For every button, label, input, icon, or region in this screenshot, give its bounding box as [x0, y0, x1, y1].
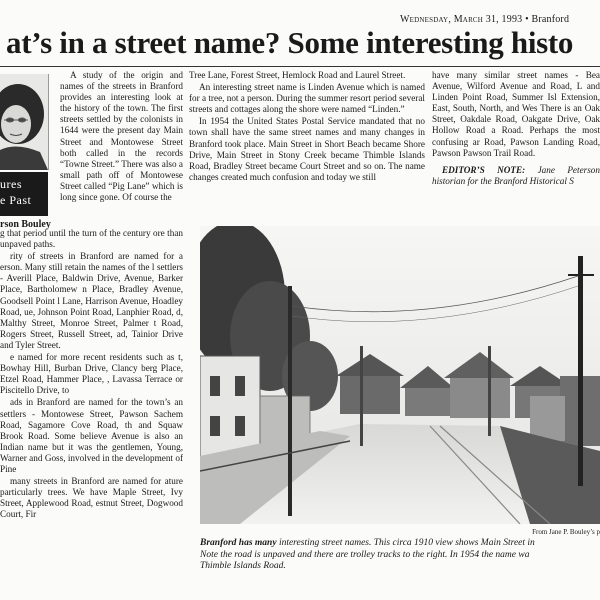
- article-paragraph: ads in Branford are named for the town’s an settlers - Montowese Street, Pawson Sachem Road, Sagamore Cove Road, th and Squaw Brook Road. Some believe Avenue is also an Indian name but it was the gentlemen, Young, Warner and Goss, involved in the development of Pine: [0, 397, 183, 474]
- caption-line-2: Note the road is unpaved and there are trolley tracks to the right. In 1954 the name wa: [200, 549, 530, 560]
- caption-lead: Branford has many: [200, 538, 277, 548]
- article-paragraph: A study of the origin and names of the streets in Branford provides an interesting look at the history of the town. The first streets settled by the colonists in 1644 were the present day Main Street and Montowese Street both called in the records “Towne Street.” There was also a small path off of Montowese Street called “Pig Lane” which is long since gone. Of course the: [60, 70, 183, 203]
- feature-label-line-2: e Past: [0, 193, 32, 207]
- article-paragraph: many streets in Branford are named for ature particularly trees. We have Maple Street, Ivy Street, Applewood Road, estnut Street, Dogwood Court, Fir: [0, 476, 183, 520]
- byline: rson Bouley: [0, 219, 51, 230]
- caption-line-1: [200, 538, 600, 550]
- article-paragraph: g that period until the turn of the century ore than unpaved paths.: [0, 228, 183, 250]
- article-paragraph: rity of streets in Branford are named for a erson. Many still retain the names of the l settlers - Averill Place, Baldwin Drive, Avenue, Barker Place, Bartholomew n Place, Bradley Avenue, Goodsell Point l Lane, Harrison Avenue, Hoadley Road, ue, Johnson Point Road, Lanphier Road, d, Malthy Street, Monroe Street, Palmer t Road, Rogers Street, Russell Street, ad, Tainior Drive and Tyler Street.: [0, 251, 183, 350]
- article-column-3: [432, 70, 600, 222]
- dateline-date: Wednesday, March 31, 1993: [400, 14, 523, 25]
- article-paragraph: have many similar street names - Bea Avenue, Wilford Avenue and Road, L and Linden Point Road, Summer Isl Extension, East, South, North, and Wes There is an Oak Street, Oakdale Road, Oakgate Drive, Oak Hollow Road a Road. Perhaps the most confusing ar Road, Pawson Landing Road, Pawson Pawson Trail Road.: [432, 70, 600, 158]
- photo-caption: [200, 538, 600, 582]
- headline-rule: [0, 66, 600, 67]
- article-paragraph: An interesting street name is Linden Avenue which is named for a tree, not a person. During the summer resort period several streets and cottages along the shore were named “Linden.”: [189, 82, 425, 115]
- photo-credit: From Jane P. Bouley’s p: [532, 528, 600, 536]
- editor-note-label: EDITOR’S NOTE:: [442, 164, 526, 175]
- editor-note: [432, 165, 600, 187]
- article-paragraph: In 1954 the United States Postal Service mandated that no town shall have the same street names and many changes in Branford took place. Main Street in Short Beach became Shore Drive, Main Street in Stony Creek became Thimble Islands Road, Bradley Street became Court Street and so on. The name changes created much confusion and today we still: [189, 116, 425, 182]
- author-portrait: [0, 74, 49, 170]
- article-column-1-top: [60, 70, 183, 240]
- article-column-2: [189, 70, 425, 222]
- caption-line-3: Thimble Islands Road.: [200, 561, 286, 571]
- article-paragraph: Tree Lane, Forest Street, Hemlock Road and Laurel Street.: [189, 70, 406, 80]
- historic-street-photo: [200, 226, 600, 524]
- caption-text: interesting street names. This circa 1910 view shows Main Street in: [276, 538, 535, 548]
- column-feature-label: [0, 172, 48, 216]
- dateline-place: • Branford: [525, 14, 570, 25]
- headline: at’s in a street name? Some interesting histo: [6, 25, 574, 60]
- article-column-1: [0, 228, 183, 600]
- editor-note-text: Jane Peterson historian for the Branford Historical S: [432, 164, 600, 186]
- feature-label-line-1: ures: [0, 177, 22, 191]
- article-paragraph: e named for more recent residents such as t, Bowhay Hill, Burban Drive, Clancy berg Place, Etzel Road, Hammer Place, , Lavassa Terrace or Piscitello Drive, to: [0, 352, 183, 396]
